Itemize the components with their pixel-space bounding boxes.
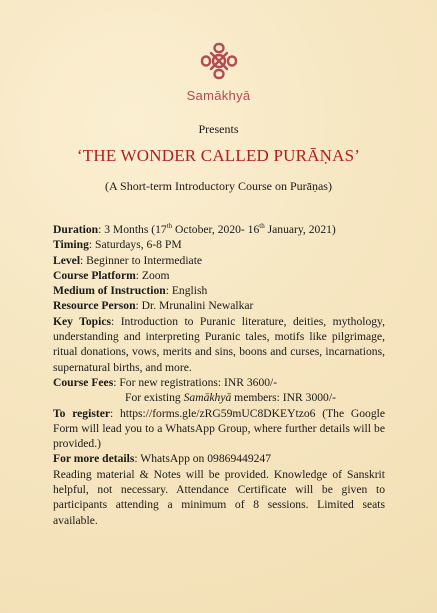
platform-label: Course Platform [53, 268, 136, 282]
fees-line: Course Fees: For new registrations: INR 3600/- [53, 375, 278, 389]
fees-existing-a: For existing [125, 391, 184, 405]
platform-value: Zoom [141, 268, 170, 282]
duration-value-a: 3 Months (17 [104, 223, 167, 236]
topics-paragraph: Key Topics: Introduction to Puranic literature, deities, mythology, understanding and interpreting Puranic tales, motifs like pilgrimage, ritual donations, vows, merits and sins, boons and curses, incarnations, supernatural births, and more. [53, 314, 385, 374]
topics-value: Introduction to Puranic literature, deities, mythology, understanding and interpreting Puranic tales, motifs like pilgrimage, ritual donations, vows, merits and sins, boons and curses, incarnations, supernatural births, and more. [53, 314, 385, 374]
course-subtitle: (A Short-term Introductory Course on Purāṇas) [105, 179, 332, 193]
duration-sup-1: th [166, 222, 173, 231]
fees-existing-name: Samākhyā [183, 391, 232, 405]
medium-value: English [171, 284, 208, 298]
course-details [53, 222, 385, 528]
medium-line: Medium of Instruction: English [53, 284, 208, 298]
notes-paragraph: Reading material & Notes will be provided. Knowledge of Sanskrit helpful, not necessary. Attendance Certificate will be given to participants attending a minimum of 8 sessions. Limited seats available. [53, 467, 385, 527]
level-value: Beginner to Intermediate [86, 253, 203, 267]
register-label: To register [53, 406, 110, 420]
fees-label: Course Fees [53, 375, 114, 389]
duration-line: Duration: 3 Months (17th October, 2020- 16th January, 2021) [53, 222, 336, 236]
fees-existing-line [53, 390, 385, 405]
course-title: ‘THE WONDER CALLED PURĀṆAS’ [76, 146, 361, 165]
register-link[interactable]: https://forms.gle/zRG59mUC8DKEYtzo6 (The Google Form will lead you to a WhatsApp Group, where further details will be provided.) [53, 406, 385, 451]
level-line: Level: Beginner to Intermediate [53, 253, 203, 267]
register-paragraph: To register: https://forms.gle/zRG59mUC8DKEYtzo6 (The Google Form will lead you to a WhatsApp Group, where further details will be provided.) [53, 406, 385, 451]
level-label: Level [53, 253, 81, 267]
duration-sup-2: th [259, 222, 265, 231]
samakhya-logo-icon [196, 38, 242, 84]
resource-line: Resource Person: Dr. Mrunalini Newalkar [53, 299, 254, 313]
resource-value: Dr. Mrunalini Newalkar [141, 299, 254, 313]
medium-label: Medium of Instruction [53, 284, 166, 298]
brand-name: Samākhyā [186, 88, 251, 103]
timing-line: Timing: Saturdays, 6-8 PM [53, 238, 182, 252]
resource-label: Resource Person [53, 299, 136, 313]
topics-label: Key Topics [53, 314, 111, 328]
platform-line: Course Platform: Zoom [53, 268, 170, 282]
fees-new: For new registrations: INR 3600/- [119, 375, 278, 389]
more-details-line: For more details: WhatsApp on 09869449247 [53, 452, 272, 466]
duration-value-c: January, 2021) [264, 223, 336, 236]
timing-label: Timing [53, 238, 89, 252]
duration-value-b: October, 2020- 16 [172, 223, 260, 236]
presents-text: Presents [198, 122, 239, 136]
more-details-value: WhatsApp on 09869449247 [140, 452, 272, 466]
more-details-label: For more details [53, 452, 135, 466]
duration-label: Duration [53, 223, 99, 236]
timing-value: Saturdays, 6-8 PM [95, 238, 182, 252]
fees-existing-b: members: INR 3000/- [231, 391, 336, 405]
